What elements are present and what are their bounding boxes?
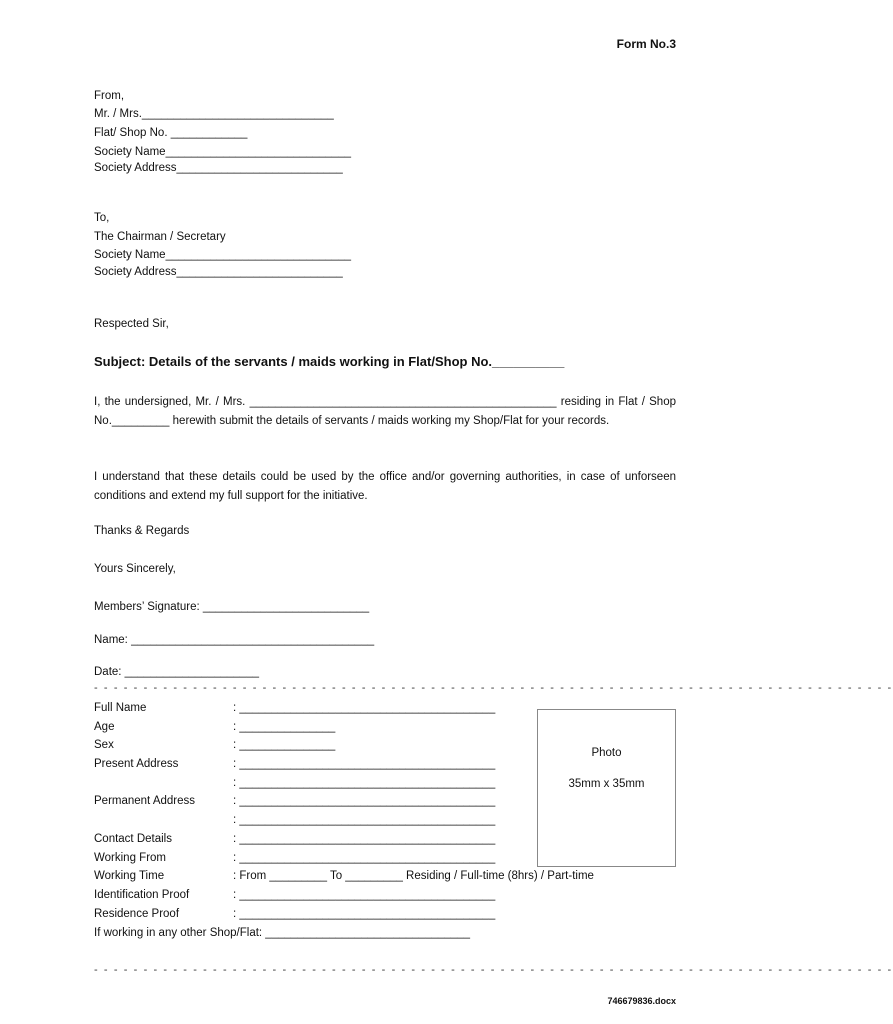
age-label: Age [94, 721, 115, 733]
id-proof-label: Identification Proof [94, 889, 190, 901]
full-name-value: : ________________________________________ [233, 702, 496, 714]
age-value: : _______________ [233, 721, 336, 733]
from-society-name-field: Society Name_____________________________ [94, 146, 352, 158]
residence-proof-label: Residence Proof [94, 908, 180, 920]
separator-top: - - - - - - - - - - - - - - - - - - - - - - - - - - - - - - - - - - - - - - - - - - - - - - - - - - - - - - - - - - - - - - - - - - - - - - - - - - - - - - - - - [94, 682, 893, 694]
separator-bottom: - - - - - - - - - - - - - - - - - - - - - - - - - - - - - - - - - - - - - - - - - - - - - - - - - - - - - - - - - - - - - - - - - - - - - - - - - - - - - - - - - [94, 964, 893, 976]
sex-label: Sex [94, 739, 114, 751]
signature-field: Members’ Signature: __________________________ [94, 601, 370, 613]
paragraph-understanding: I understand that these details could be used by the office and/or governing authorities, in case of unforseen conditions and extend my full support for the initiative. [94, 471, 676, 502]
other-shop-field: If working in any other Shop/Flat: ________________________________ [94, 927, 470, 939]
from-society-address-field: Society Address__________________________ [94, 162, 343, 174]
thanks-regards: Thanks & Regards [94, 525, 190, 537]
form-number: Form No.3 [616, 37, 676, 51]
to-heading: To, [94, 212, 110, 224]
residence-proof-value: : ________________________________________ [233, 908, 496, 920]
name-field: Name: ______________________________________ [94, 634, 375, 646]
from-heading: From, [94, 90, 125, 102]
permanent-address-value: : ________________________________________ [233, 795, 496, 807]
contact-label: Contact Details [94, 833, 172, 845]
to-society-name-field: Society Name_____________________________ [94, 249, 352, 261]
from-flat-field: Flat/ Shop No. ____________ [94, 127, 248, 139]
photo-label: Photo [591, 747, 622, 759]
date-field: Date: _____________________ [94, 666, 259, 678]
working-from-value: : ________________________________________ [233, 852, 496, 864]
to-recipient: The Chairman / Secretary [94, 231, 226, 243]
subject-line: Subject: Details of the servants / maids working in Flat/Shop No.__________ [94, 354, 565, 369]
present-address-label: Present Address [94, 758, 179, 770]
document-filename: 746679836.docx [607, 996, 676, 1006]
contact-value: : ________________________________________ [233, 833, 496, 845]
paragraph-declaration: I, the undersigned, Mr. / Mrs. ________________________________________________ residing in Flat / Shop No._________ herewith submit the details of servants / maids working my Shop/Flat for your records. [94, 396, 676, 427]
salutation: Respected Sir, [94, 318, 169, 330]
id-proof-value: : ________________________________________ [233, 889, 496, 901]
present-address-value-2: : ________________________________________ [233, 777, 496, 789]
yours-sincerely: Yours Sincerely, [94, 563, 176, 575]
to-society-address-field: Society Address__________________________ [94, 266, 343, 278]
photo-size: 35mm x 35mm [568, 778, 645, 790]
working-time-value: : From _________ To _________ Residing / Full-time (8hrs) / Part-time [233, 870, 594, 882]
full-name-label: Full Name [94, 702, 147, 714]
sex-value: : _______________ [233, 739, 336, 751]
photo-box [537, 709, 676, 867]
permanent-address-label: Permanent Address [94, 795, 196, 807]
from-name-field: Mr. / Mrs.______________________________ [94, 108, 334, 120]
working-time-label: Working Time [94, 870, 165, 882]
working-from-label: Working From [94, 852, 166, 864]
present-address-value: : ________________________________________ [233, 758, 496, 770]
permanent-address-value-2: : ________________________________________ [233, 814, 496, 826]
